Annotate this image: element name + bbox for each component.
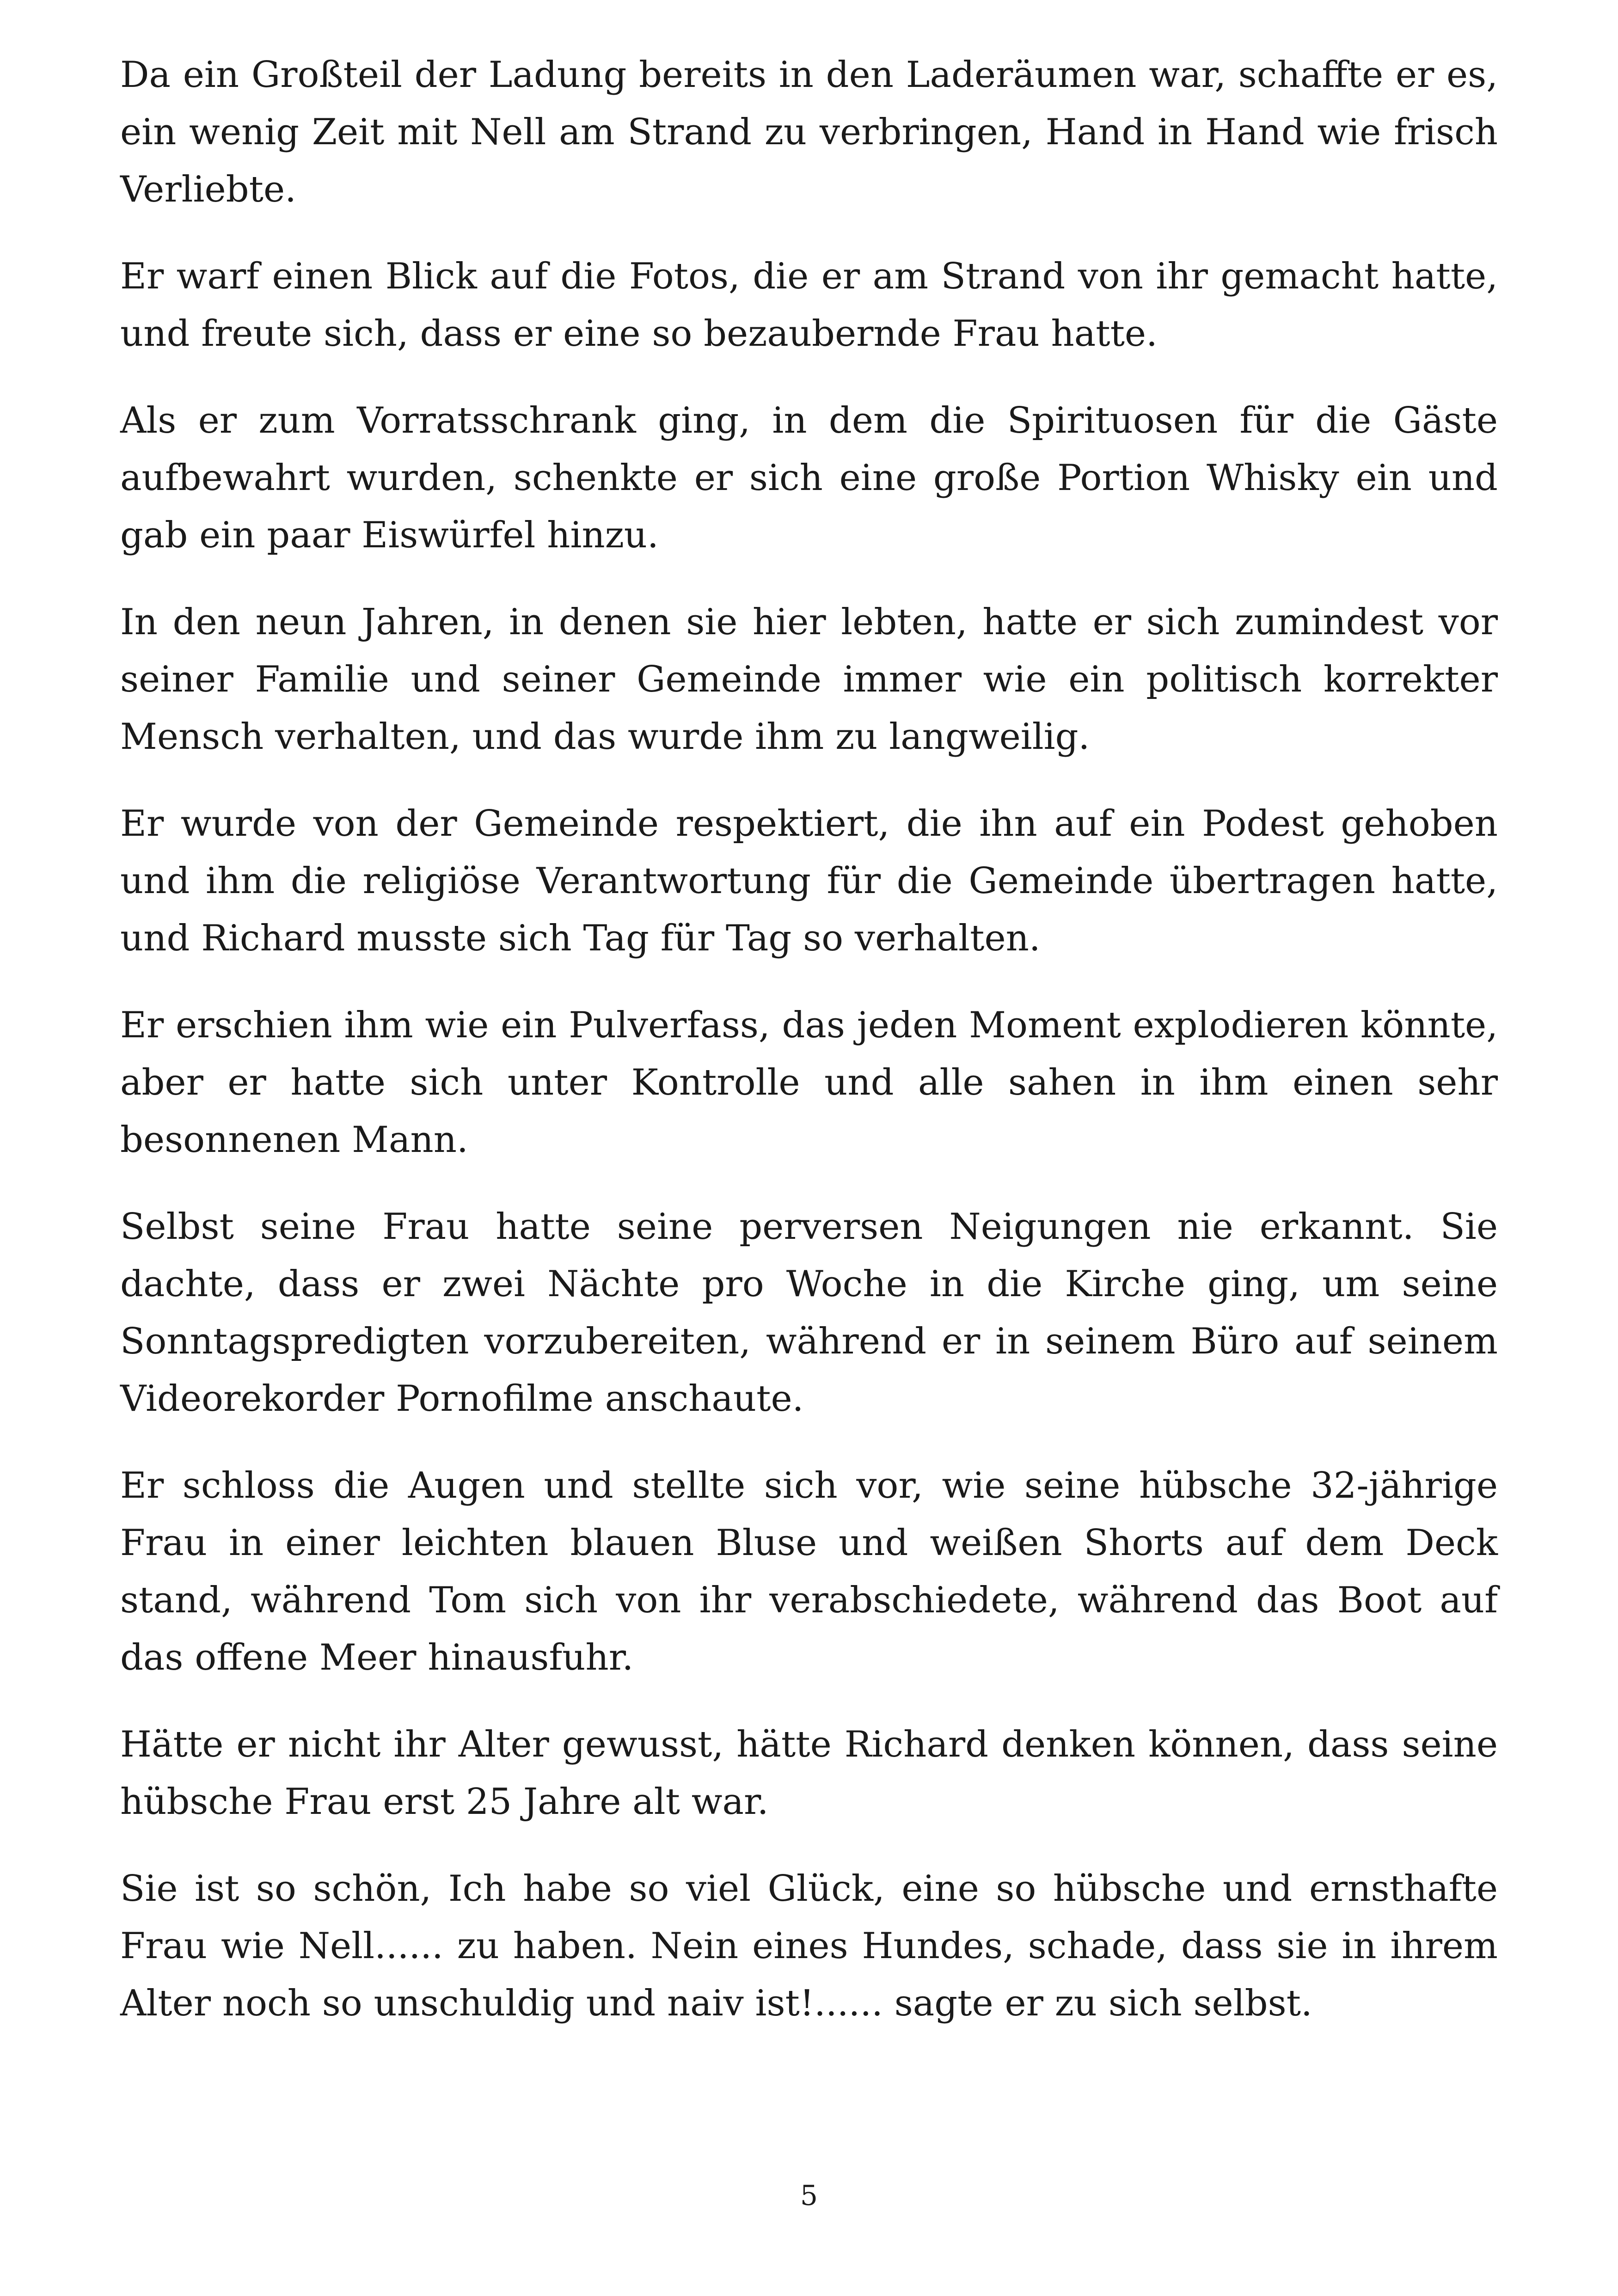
paragraph: Da ein Großteil der Ladung bereits in den Laderäumen war, schaffte er es, ein wenig Zeit mit Nell am Strand zu verbringen, Hand in Hand wie frisch Verliebte.: [120, 54, 1498, 210]
paragraph: Er schloss die Augen und stellte sich vor, wie seine hübsche 32-jährige Frau in einer leichten blauen Bluse und weißen Shorts auf dem Deck stand, während Tom sich von ihr verabschiedete, während das Boot auf das offene Meer hinausfuhr.: [120, 1465, 1498, 1678]
body-text: [120, 46, 1498, 2062]
paragraph: Er erschien ihm wie ein Pulverfass, das jeden Moment explodieren könnte, aber er hatte sich unter Kontrolle und alle sahen in ihm einen sehr besonnenen Mann.: [120, 1004, 1498, 1161]
paragraph: Sie ist so schön, Ich habe so viel Glück, eine so hübsche und ernsthafte Frau wie Nell...... zu haben. Nein eines Hundes, schade, dass sie in ihrem Alter noch so unschuldig und naiv ist!...... sagte er zu sich selbst.: [120, 1868, 1498, 2024]
paragraph: Selbst seine Frau hatte seine perversen Neigungen nie erkannt. Sie dachte, dass er zwei Nächte pro Woche in die Kirche ging, um seine Sonntagspredigten vorzubereiten, während er in seinem Büro auf seinem Videorekorder Pornofilme anschaute.: [120, 1206, 1498, 1420]
paragraph: Er warf einen Blick auf die Fotos, die er am Strand von ihr gemacht hatte, und freute sich, dass er eine so bezaubernde Frau hatte.: [120, 256, 1498, 355]
paragraph: Er wurde von der Gemeinde respektiert, die ihn auf ein Podest gehoben und ihm die religiöse Verantwortung für die Gemeinde übertragen hatte, und Richard musste sich Tag für Tag so verhalten.: [120, 803, 1498, 959]
page-number: 5: [800, 2180, 818, 2212]
paragraph: Hätte er nicht ihr Alter gewusst, hätte Richard denken können, dass seine hübsche Frau erst 25 Jahre alt war.: [120, 1724, 1498, 1823]
paragraph: In den neun Jahren, in denen sie hier lebten, hatte er sich zumindest vor seiner Familie und seiner Gemeinde immer wie ein politisch korrekter Mensch verhalten, und das wurde ihm zu langweilig.: [120, 601, 1498, 758]
paragraph: Als er zum Vorratsschrank ging, in dem die Spirituosen für die Gäste aufbewahrt wurden, schenkte er sich eine große Portion Whisky ein und gab ein paar Eiswürfel hinzu.: [120, 400, 1498, 556]
